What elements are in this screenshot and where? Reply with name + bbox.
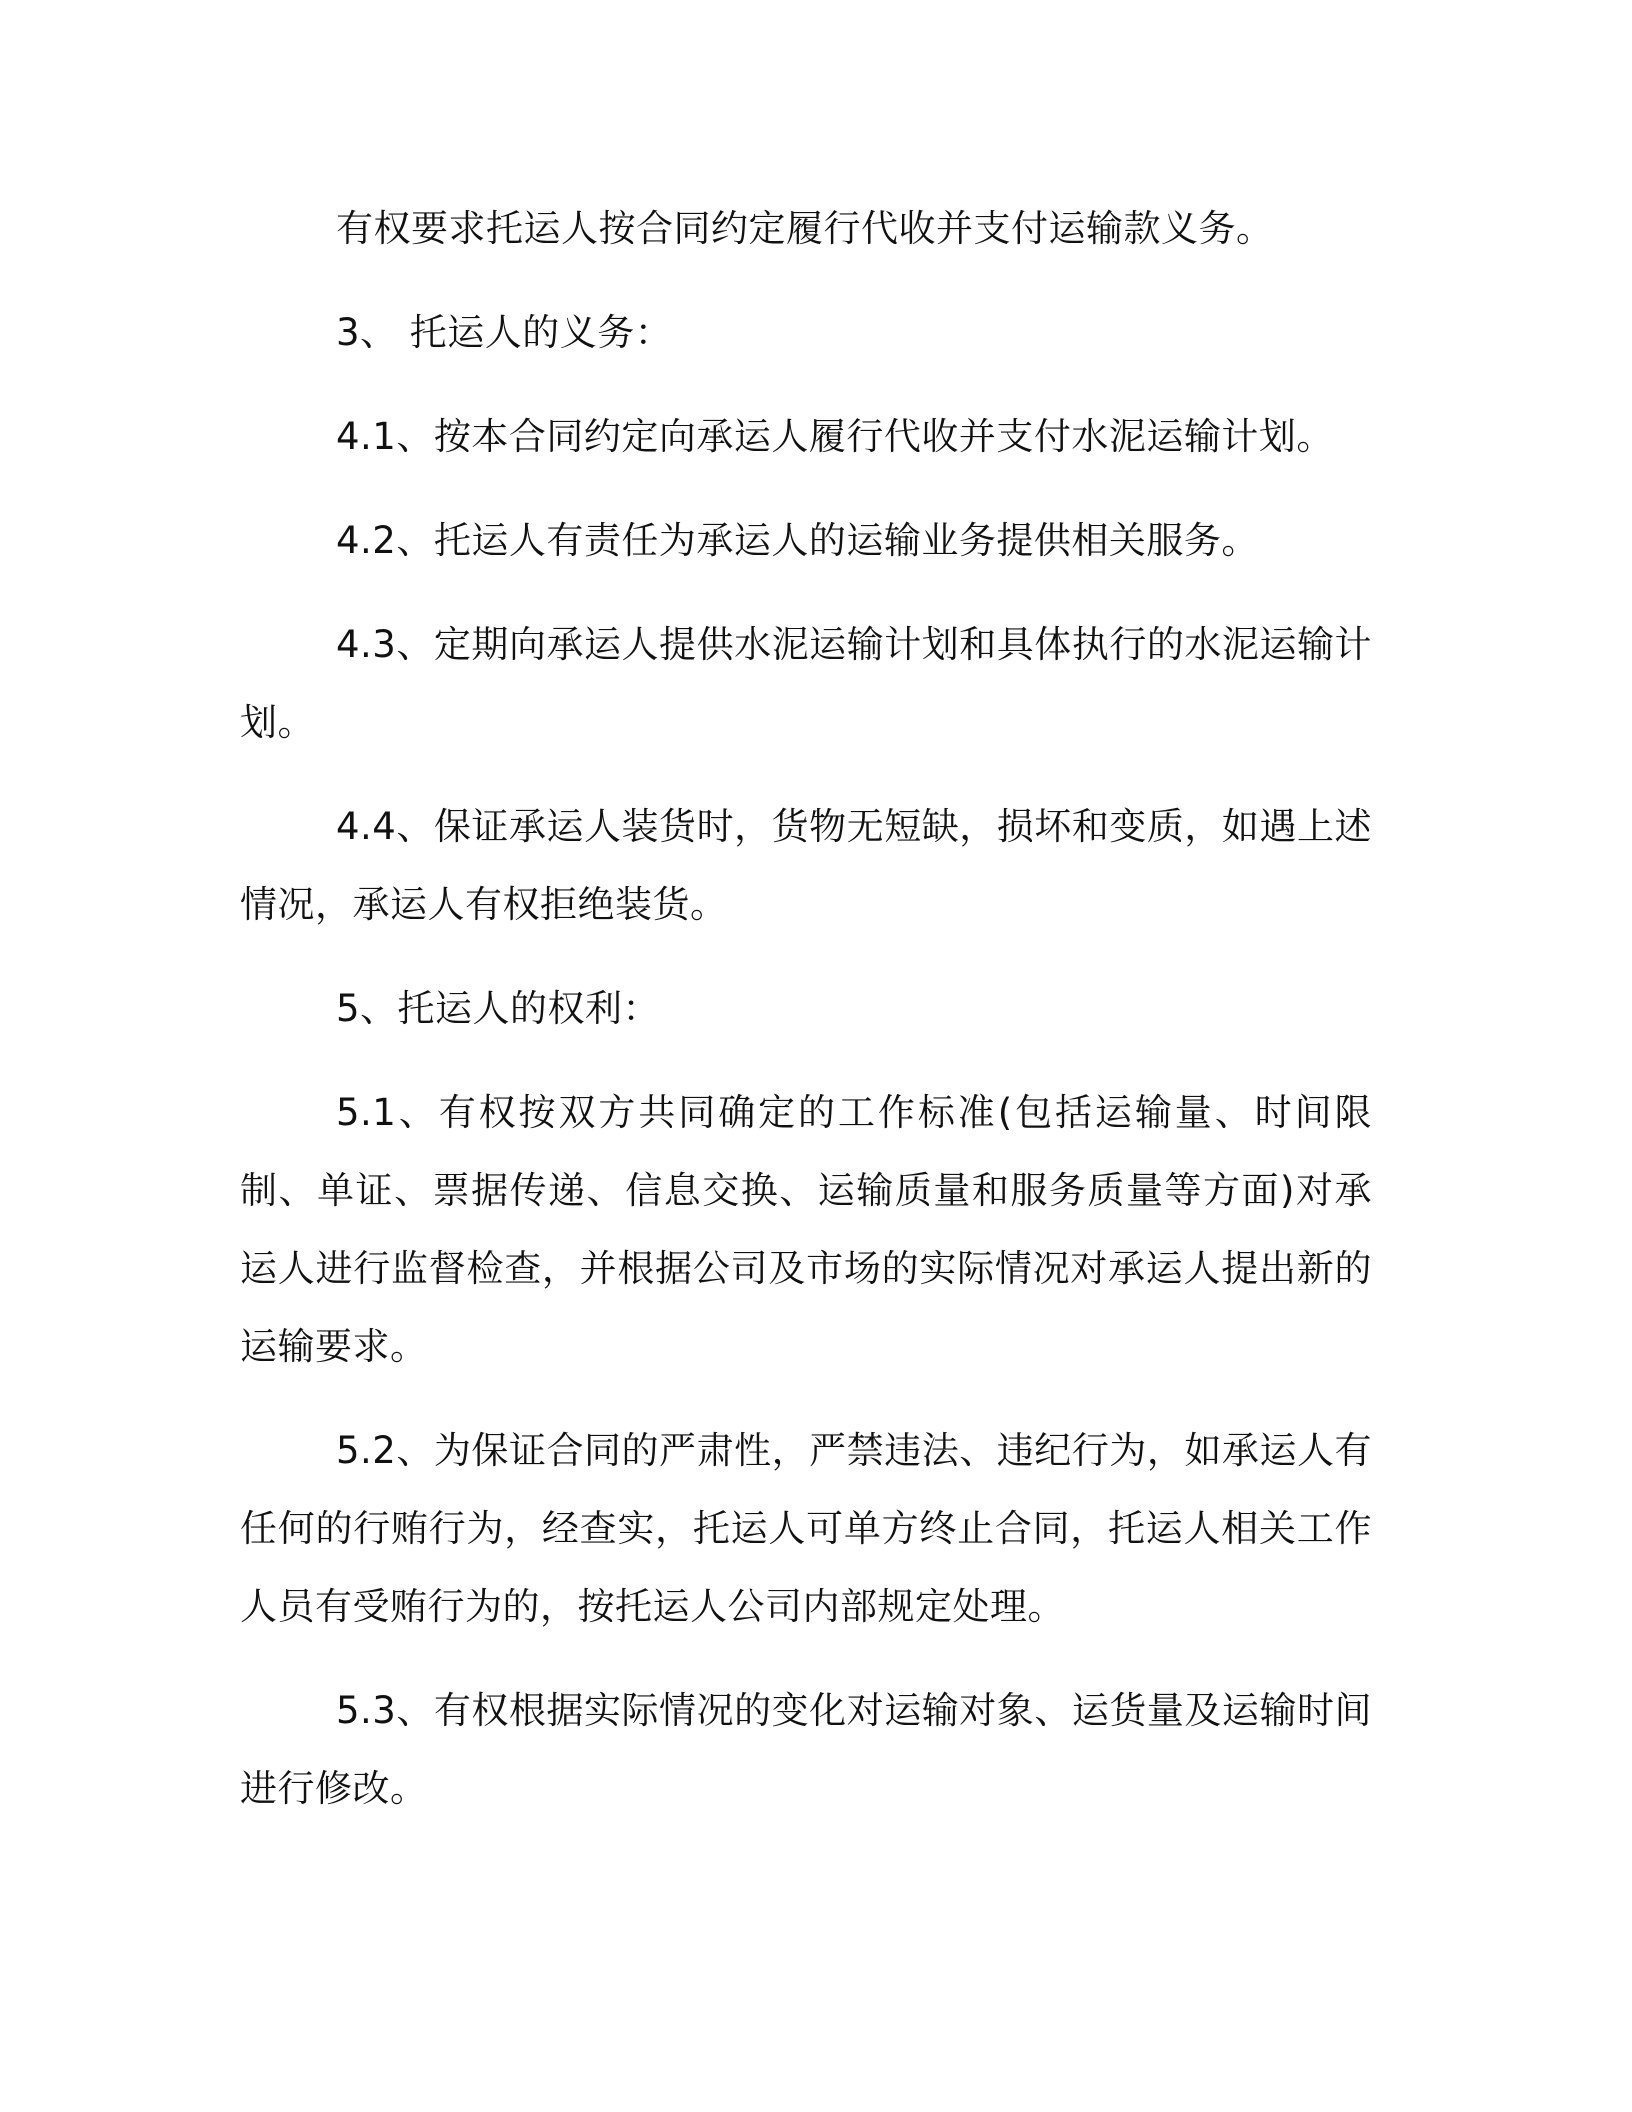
clause-4-3: 4.3、定期向承运人提供水泥运输计划和具体执行的水泥运输计划。 <box>240 623 1372 744</box>
clause-5-3: 5.3、有权根据实际情况的变化对运输对象、运货量及运输时间进行修改。 <box>240 1689 1372 1810</box>
clause-5-1: 5.1、有权按双方共同确定的工作标准(包括运输量、时间限制、单证、票据传递、信息交换、运输质量和服务质量等方面)对承运人进行监督检查，并根据公司及市场的实际情况对承运人提出新的运输要求。 <box>240 1091 1372 1368</box>
heading-shipper-obligations: 3、 托运人的义务： <box>336 311 673 354</box>
clause-4-1: 4.1、按本合同约定向承运人履行代收并支付水泥运输计划。 <box>336 415 1334 458</box>
heading-shipper-rights: 5、托运人的权利： <box>336 987 661 1030</box>
clause-4-2: 4.2、托运人有责任为承运人的运输业务提供相关服务。 <box>336 519 1259 562</box>
clause-5-2: 5.2、为保证合同的严肃性，严禁违法、违纪行为，如承运人有任何的行贿行为，经查实，托运人可单方终止合同，托运人相关工作人员有受贿行为的，按托运人公司内部规定处理。 <box>240 1429 1372 1628</box>
paragraph-continued-obligation: 有权要求托运人按合同约定履行代收并支付运输款义务。 <box>336 207 1274 250</box>
document-body <box>240 190 1372 1854</box>
clause-4-4: 4.4、保证承运人装货时，货物无短缺，损坏和变质，如遇上述情况，承运人有权拒绝装货。 <box>240 805 1372 926</box>
